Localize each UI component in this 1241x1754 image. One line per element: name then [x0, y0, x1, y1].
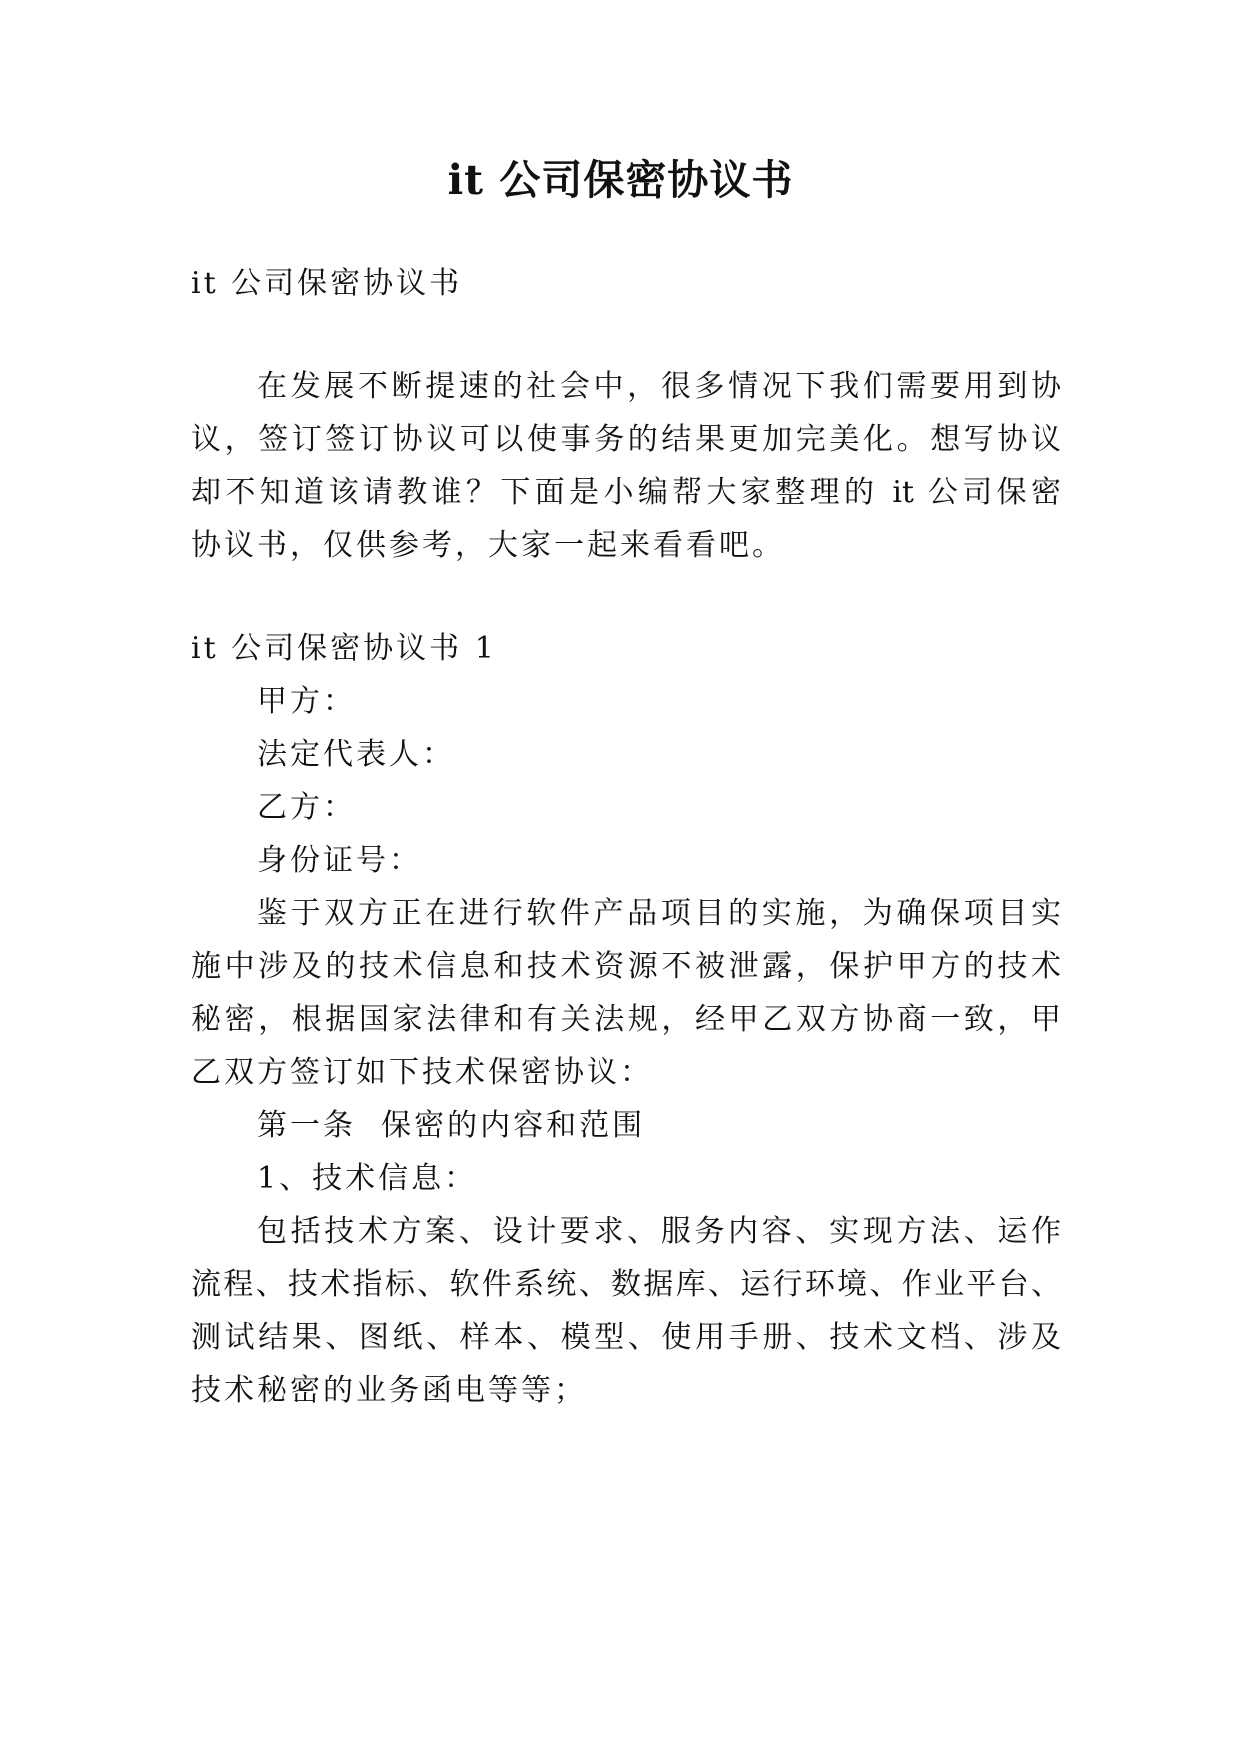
party-a-label: 甲方： — [257, 684, 356, 719]
document-title: it 公司保密协议书 — [447, 156, 794, 204]
item-1-line-2: 流程、技术指标、软件系统、数据库、运行环境、作业平台、 — [191, 1267, 1061, 1302]
recital-line-2: 施中涉及的技术信息和技术资源不被泄露，保护甲方的技术 — [191, 949, 1061, 984]
item-1-line-1: 包括技术方案、设计要求、服务内容、实现方法、运作 — [257, 1214, 1061, 1249]
article-1-heading: 第一条 保密的内容和范围 — [257, 1108, 646, 1143]
item-1-heading: 1、技术信息： — [257, 1161, 478, 1196]
party-b-label: 乙方： — [257, 790, 356, 825]
recital-line-4: 乙双方签订如下技术保密协议： — [191, 1055, 653, 1090]
section-heading: it 公司保密协议书 1 — [191, 631, 497, 666]
subtitle: it 公司保密协议书 — [191, 266, 463, 301]
id-number-label: 身份证号： — [257, 843, 422, 878]
item-1-line-3: 测试结果、图纸、样本、模型、使用手册、技术文档、涉及 — [191, 1320, 1061, 1355]
recital-line-3: 秘密，根据国家法律和有关法规，经甲乙双方协商一致，甲 — [191, 1002, 1061, 1037]
legal-rep-label: 法定代表人： — [257, 737, 455, 772]
intro-line-4: 协议书，仅供参考，大家一起来看看吧。 — [191, 528, 785, 563]
intro-line-2: 议，签订签订协议可以使事务的结果更加完美化。想写协议 — [191, 422, 1061, 457]
recital-line-1: 鉴于双方正在进行软件产品项目的实施，为确保项目实 — [257, 896, 1061, 931]
intro-line-1: 在发展不断提速的社会中，很多情况下我们需要用到协 — [257, 369, 1061, 404]
intro-line-3: 却不知道该请教谁？下面是小编帮大家整理的 it 公司保密 — [191, 475, 1061, 510]
item-1-line-4: 技术秘密的业务函电等等； — [191, 1373, 587, 1408]
